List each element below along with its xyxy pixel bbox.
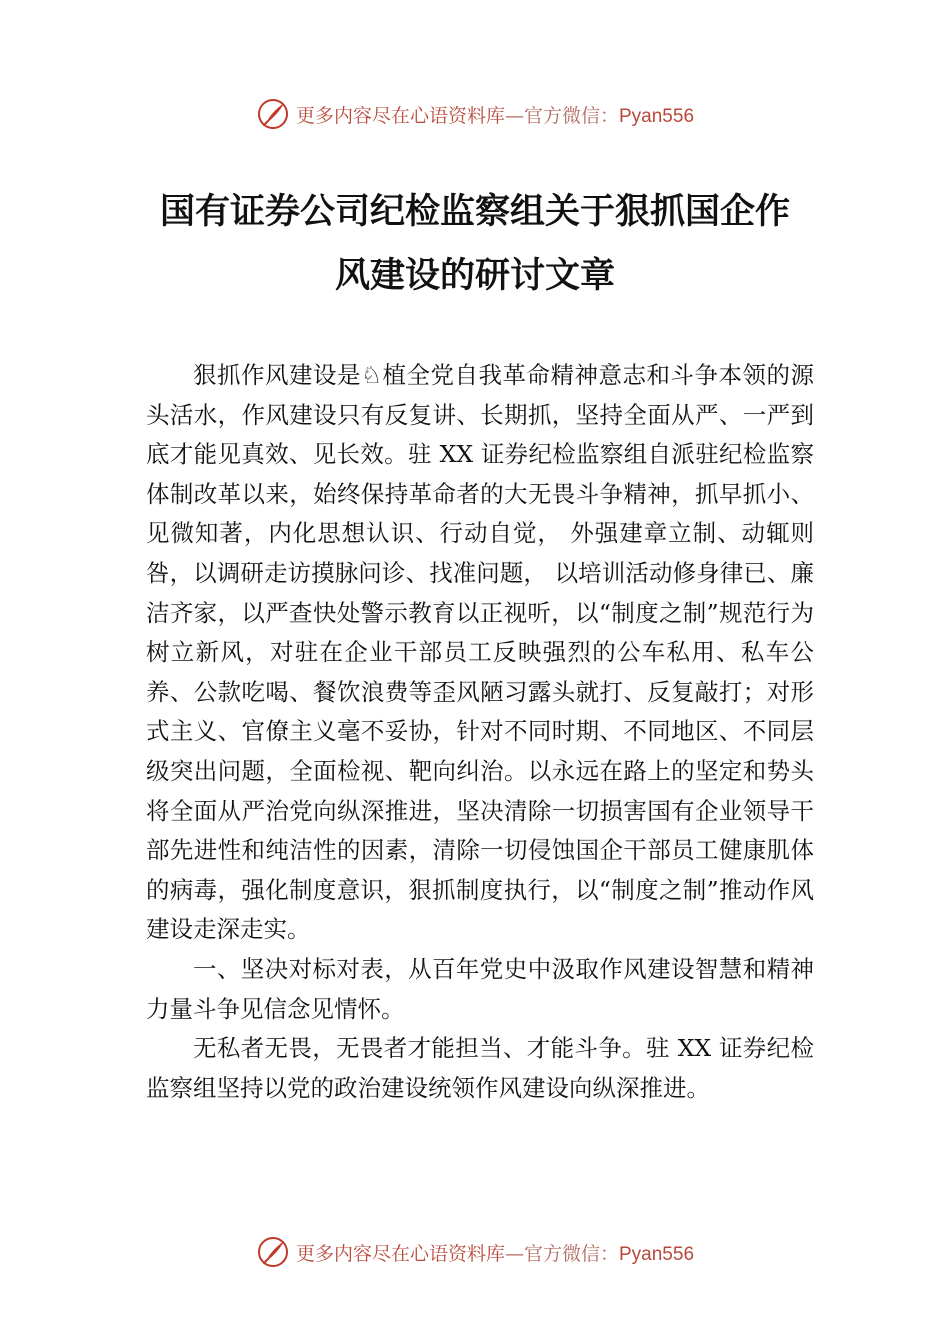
section-heading-1: 一、坚决对标对表，从百年党史中汲取作风建设智慧和精神力量斗争见信念见情怀。 [146,954,814,1023]
banner-wechat-id: Pyan556 [619,1243,695,1265]
quill-logo-icon [256,97,290,131]
banner-text [296,101,694,128]
banner-separator: —官方微信： [504,1242,619,1265]
banner-text [296,1239,694,1266]
banner-wechat-id: Pyan556 [619,105,695,127]
document-body [146,356,814,1108]
footer-watermark-banner [0,1232,950,1272]
banner-separator: —官方微信： [504,104,619,127]
body-paragraph-1: 狠抓作风建设是♘植全党自我革命精神意志和斗争本领的源头活水，作风建设只有反复讲、长期抓，坚持全面从严、一严到底才能见真效、见长效。驻 XX 证券纪检监察组自派驻纪检监察体制改革以来，始终保持革命者的大无畏斗争精神，抓早抓小、见微知著，内化思想认识、行动自觉， 外强建章立制、动辄则咎，以调研走访摸脉问诊、找准问题， 以培训活动修身律已、廉洁齐家，以严查快处警示教育以正视听，以“制度之制”规范行为树立新风，对驻在企业干部员工反映强烈的公车私用、私车公养、公款吃喝、餐饮浪费等歪风陋习露头就打、反复敲打；对形式主义、官僚主义毫不妥协，针对不同时期、不同地区、不同层级突出问题，全面检视、靶向纠治。以永远在路上的坚定和势头将全面从严治党向纵深推进，坚决清除一切损害国有企业领导干部先进性和纯洁性的因素，清除一切侵蚀国企干部员工健康肌体的病毒，强化制度意识，狠抓制度执行，以“制度之制”推动作风建设走深走实。 [146,361,814,944]
document-title [100,180,850,308]
header-watermark-banner [0,94,950,134]
title-line-1: 国有证券公司纪检监察组关于狠抓国企作 [159,191,790,232]
banner-slogan: 更多内容尽在心语资料库 [295,1242,505,1265]
title-line-2: 风建设的研讨文章 [334,255,615,296]
banner-slogan: 更多内容尽在心语资料库 [295,104,505,127]
body-paragraph-2: 无私者无畏，无畏者才能担当、才能斗争。驻 XX 证券纪检监察组坚持以党的政治建设统领作风建设向纵深推进。 [146,1034,814,1102]
quill-logo-icon [256,1235,290,1269]
